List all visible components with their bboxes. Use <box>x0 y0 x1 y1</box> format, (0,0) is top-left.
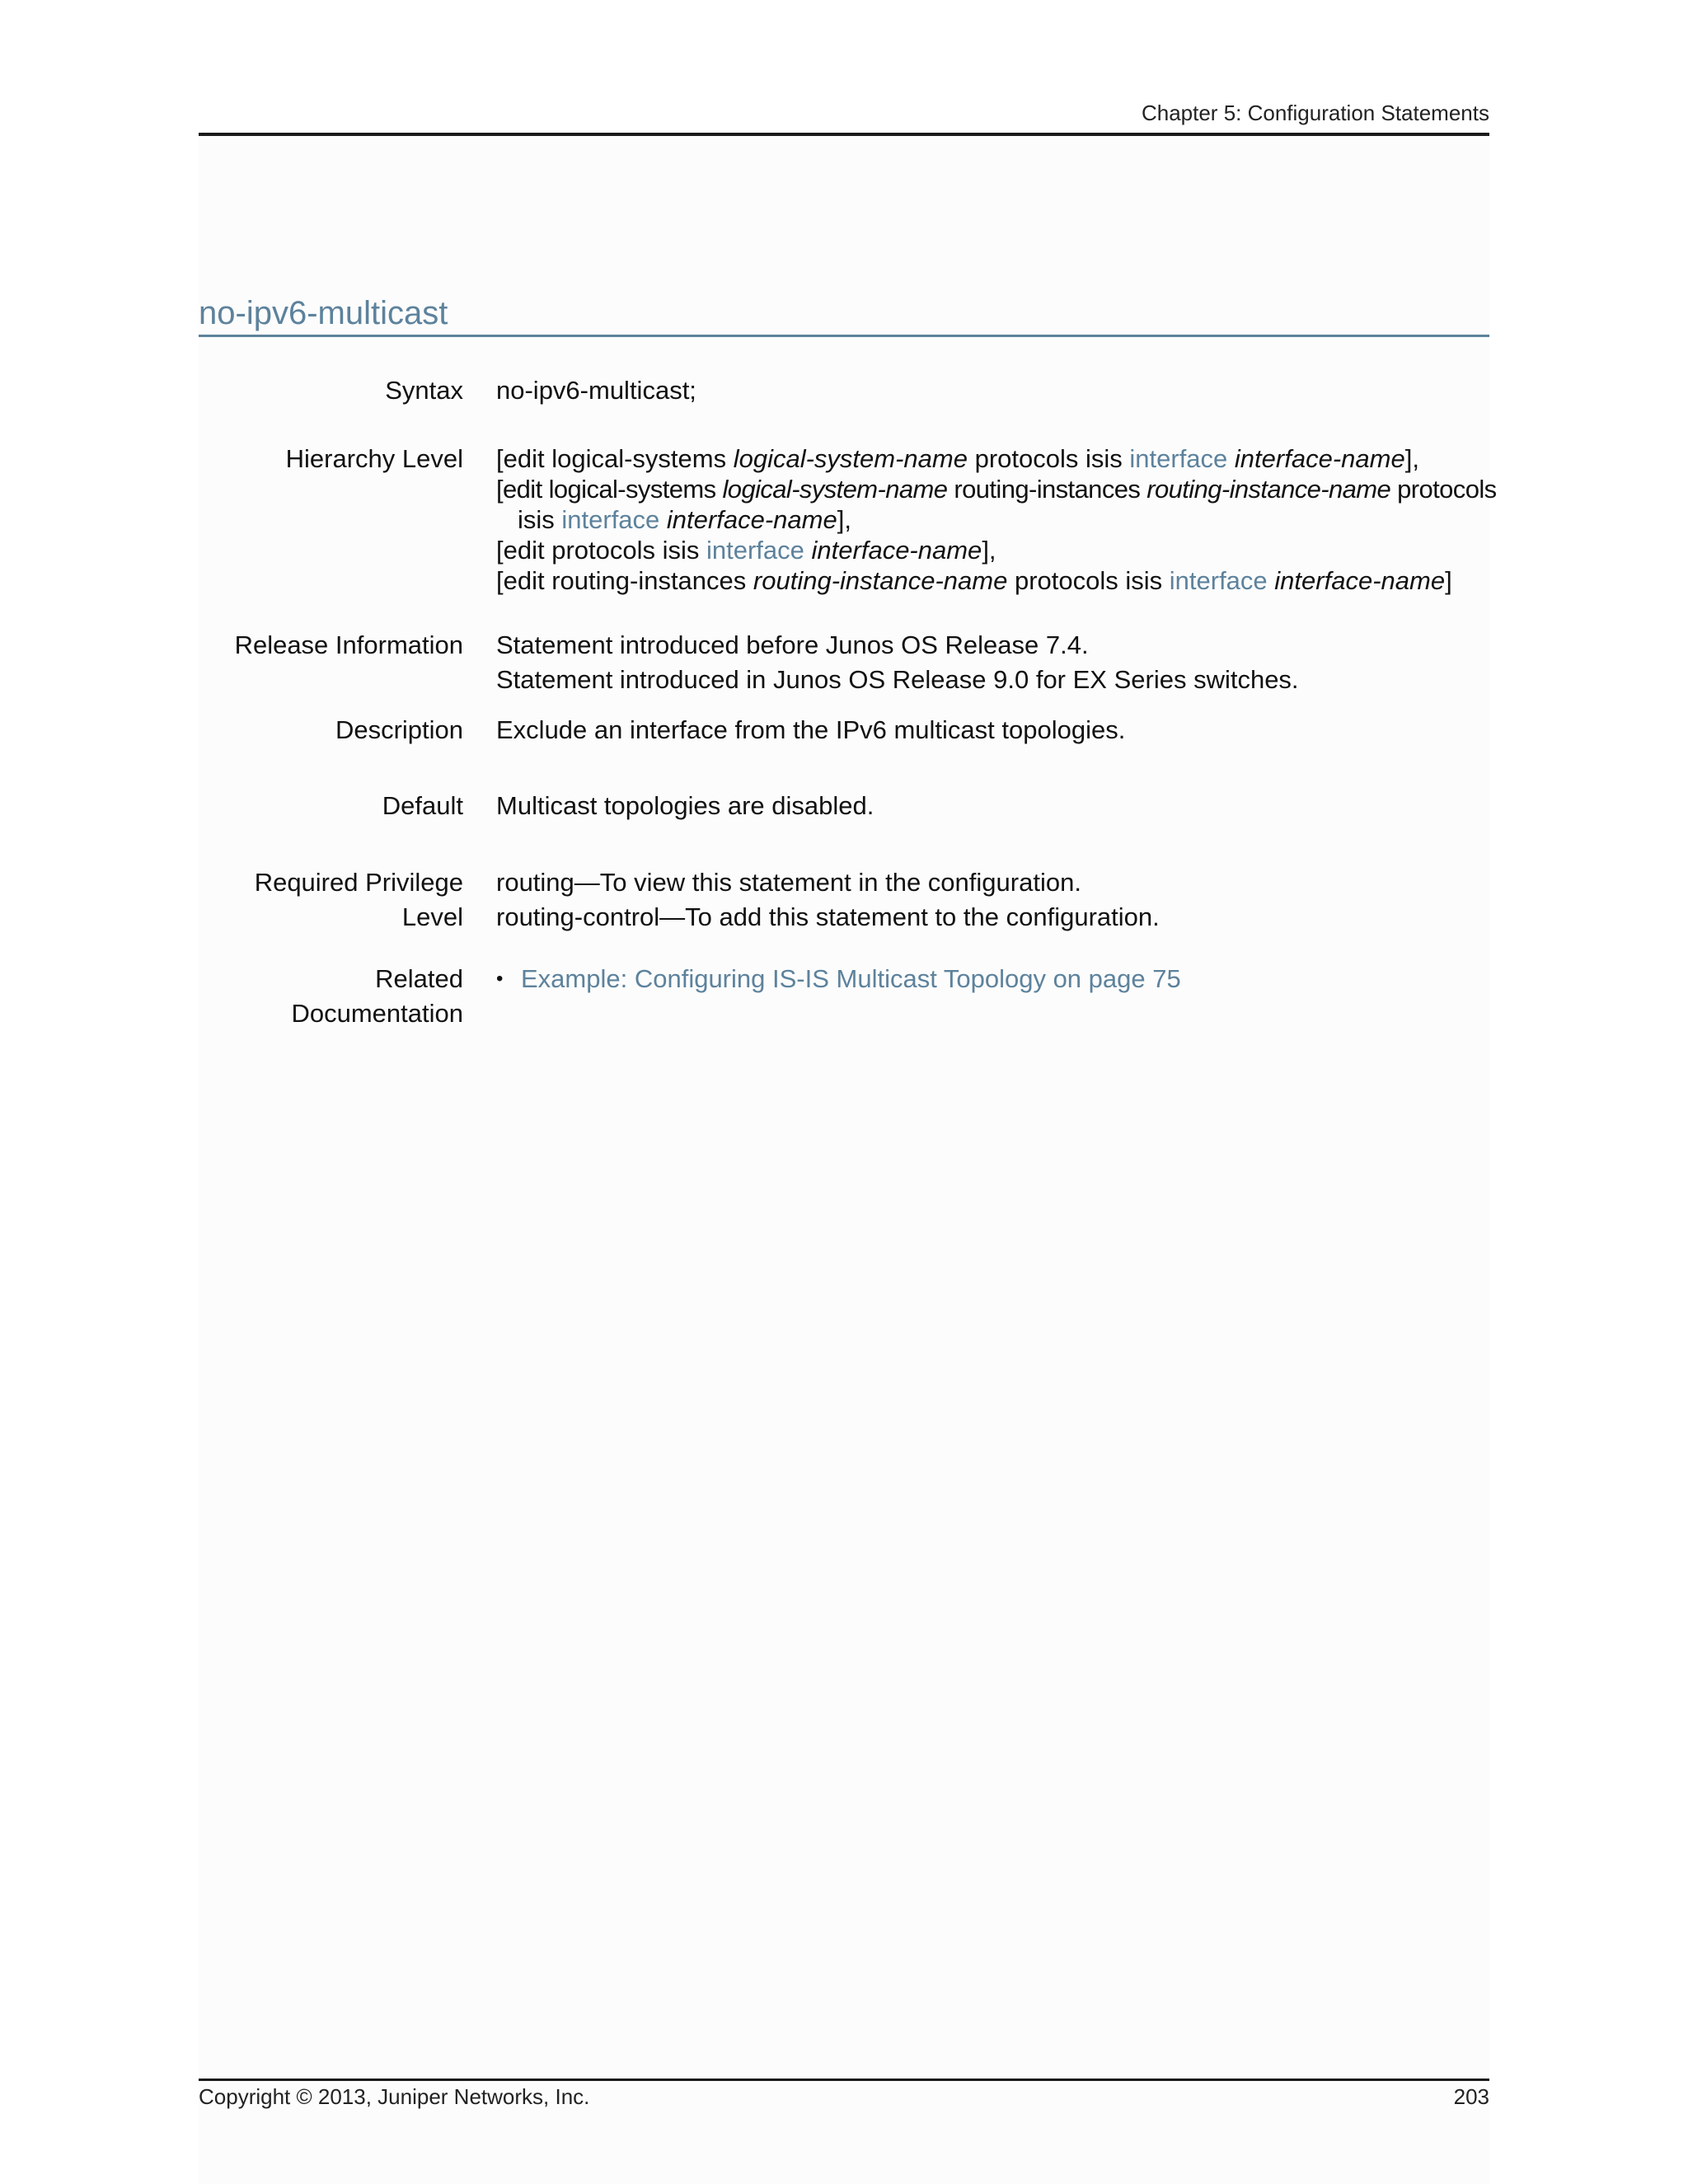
hierarchy-line-5: [edit routing-instances routing-instance-name protocols isis interface interface-name] <box>496 566 1452 595</box>
release-line-2: Statement introduced in Junos OS Release 9.0 for EX Series switches. <box>496 665 1299 694</box>
hierarchy-label: Hierarchy Level <box>285 444 463 473</box>
interface-link[interactable]: interface <box>1129 444 1228 473</box>
bullet: • <box>496 968 504 990</box>
description-text: Exclude an interface from the IPv6 multicast topologies. <box>496 715 1126 744</box>
interface-link[interactable]: interface <box>706 536 804 565</box>
related-label: Related Documentation <box>291 964 463 1028</box>
default-label: Default <box>382 791 463 820</box>
syntax-label: Syntax <box>385 376 463 405</box>
title-rule <box>199 335 1489 337</box>
release-content <box>496 628 1489 697</box>
page-number: 203 <box>1453 2084 1489 2109</box>
hierarchy-line-1: [edit logical-systems logical-system-name protocols isis interface interface-name], <box>496 444 1419 473</box>
privilege-content <box>496 865 1489 935</box>
related-list-item <box>496 962 1489 996</box>
release-label: Release Information <box>234 630 463 659</box>
interface-link[interactable]: interface <box>1169 566 1268 595</box>
syntax-text: no-ipv6-multicast; <box>496 376 696 405</box>
default-content <box>496 789 1489 823</box>
description-content <box>496 713 1489 748</box>
privilege-label: Required Privilege Level <box>254 868 463 931</box>
default-text: Multicast topologies are disabled. <box>496 791 874 820</box>
footer-rule <box>199 2079 1489 2081</box>
hierarchy-content <box>496 443 1497 596</box>
hierarchy-line-4: [edit protocols isis interface interface-name], <box>496 536 996 565</box>
header-rule <box>199 133 1489 136</box>
copyright: Copyright © 2013, Juniper Networks, Inc. <box>199 2084 590 2109</box>
privilege-line-1: routing—To view this statement in the configuration. <box>496 868 1081 897</box>
hierarchy-line-2: [edit logical-systems logical-system-name routing-instances routing-instance-name protocols <box>496 475 1497 504</box>
privilege-line-2: routing-control—To add this statement to the configuration. <box>496 902 1160 931</box>
interface-link[interactable]: interface <box>561 505 660 534</box>
statement-title: no-ipv6-multicast <box>199 295 448 331</box>
description-label: Description <box>335 715 463 744</box>
syntax-content <box>496 373 1489 408</box>
related-doc-link[interactable]: Example: Configuring IS-IS Multicast Topology on page 75 <box>521 964 1181 993</box>
related-content <box>496 962 1489 996</box>
hierarchy-line-3: isis interface interface-name], <box>518 505 851 534</box>
release-line-1: Statement introduced before Junos OS Release 7.4. <box>496 630 1089 659</box>
running-head: Chapter 5: Configuration Statements <box>1141 101 1489 125</box>
